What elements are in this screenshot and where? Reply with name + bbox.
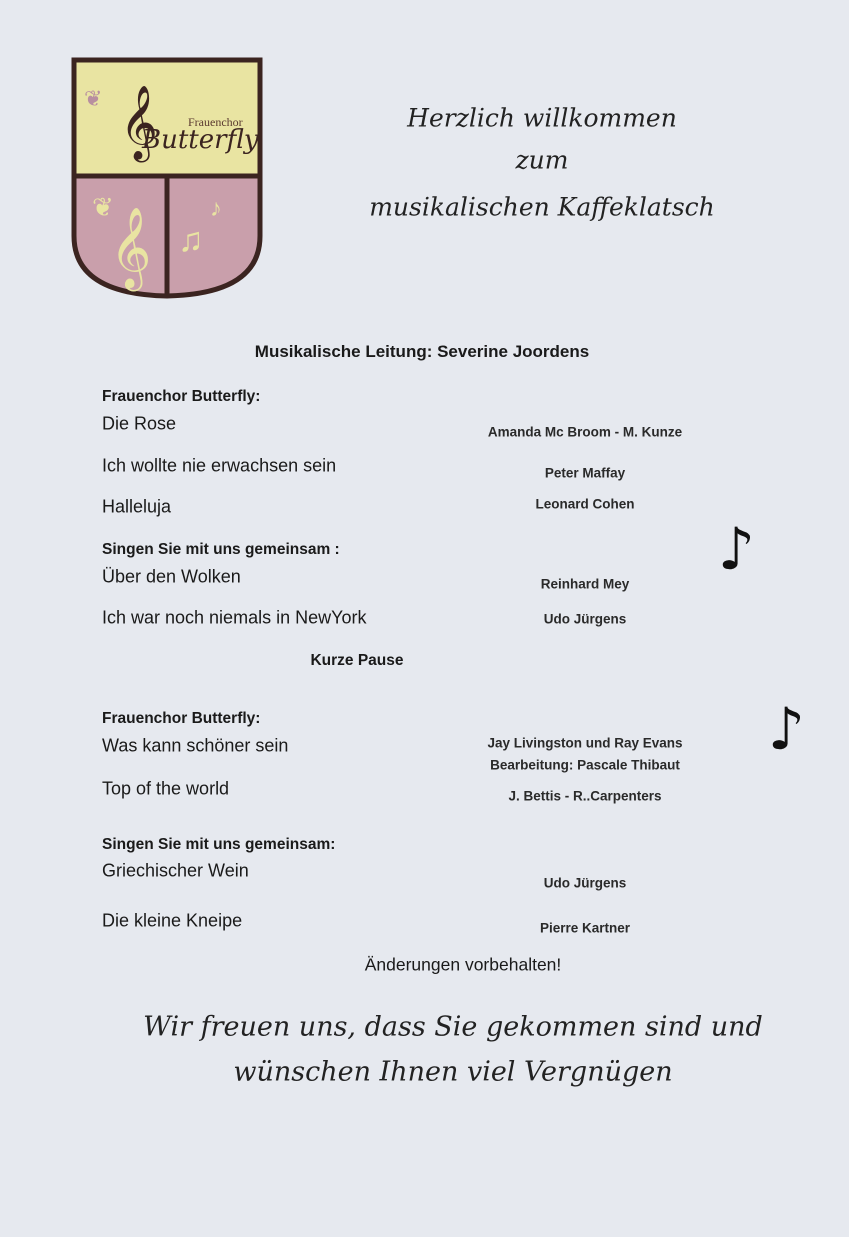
song-title: Griechischer Wein [102,860,249,881]
logo-small-text: Frauenchor [188,115,243,129]
svg-text:𝄞: 𝄞 [110,206,152,288]
song-composer: J. Bettis - R..Carpenters [508,788,662,804]
song-title: Top of the world [102,778,230,799]
svg-text:♪: ♪ [210,195,222,222]
section-heading: Singen Sie mit uns gemeinsam : [102,541,340,558]
song-title: Die kleine Kneipe [102,910,243,931]
song-title: Was kann schöner sein [102,735,289,756]
frauenchor-butterfly-logo [70,56,264,300]
logo-script-text: Butterfly [142,125,259,155]
song-composer: Peter Maffay [544,465,626,481]
welcome-line-3: musikalischen Kaffeklatsch [369,192,715,222]
section-heading: Frauenchor Butterfly: [102,710,261,727]
song-composer: Pierre Kartner [539,920,631,936]
song-composer: Amanda Mc Broom - M. Kunze [487,424,683,440]
song-composer: Udo Jürgens [543,611,627,627]
svg-text:𝄞: 𝄞 [120,86,158,160]
welcome-line-1: Herzlich willkommen [407,103,677,133]
welcome-line-2: zum [515,145,569,175]
svg-text:❦: ❦ [84,86,103,111]
music-note-icon: ♪ [718,515,756,583]
song-composer: Reinhard Mey [540,576,630,592]
song-title: Ich wollte nie erwachsen sein [102,455,337,476]
song-composer: Jay Livingston und Ray Evans [487,735,683,751]
section-heading: Singen Sie mit uns gemeinsam: [102,836,336,853]
svg-text:❦: ❦ [92,192,114,222]
song-title: Halleluja [102,496,172,517]
disclaimer: Änderungen vorbehalten! [364,954,562,975]
music-note-icon: ♪ [768,695,806,763]
song-title: Die Rose [102,413,177,434]
svg-text:♫: ♫ [178,221,204,259]
section-heading: Frauenchor Butterfly: [102,388,261,405]
song-title: Über den Wolken [102,566,241,587]
song-composer: Leonard Cohen [535,496,635,512]
closing-line-2: wünschen Ihnen viel Vergnügen [233,1056,673,1088]
musical-direction: Musikalische Leitung: Severine Joordens [254,342,590,361]
pause-label: Kurze Pause [310,652,404,669]
song-composer: Udo Jürgens [543,875,627,891]
closing-line-1: Wir freuen uns, dass Sie gekommen sind und [143,1011,763,1043]
song-title: Ich war noch niemals in NewYork [102,607,367,628]
song-arranger: Bearbeitung: Pascale Thibaut [490,757,680,773]
